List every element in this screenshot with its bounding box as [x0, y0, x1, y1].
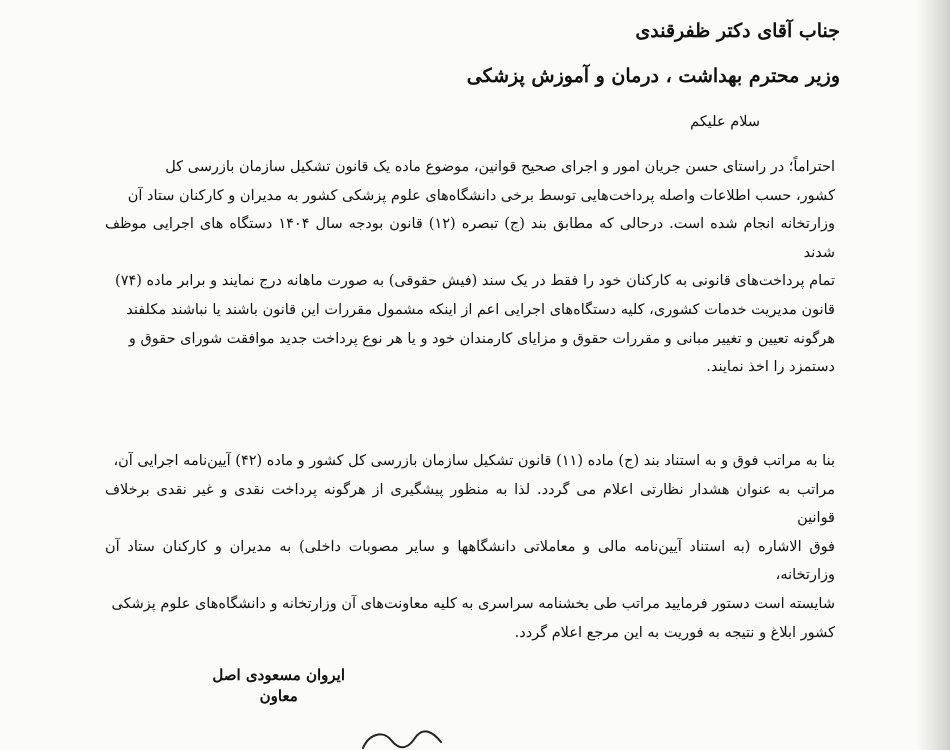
- paragraph-1: [105, 153, 835, 382]
- paragraph-line: شایسته است دستور فرمایید مراتب طی بخشنامه سراسری به کلیه معاونت‌های آن وزارتخانه و دانشگاه‌های علوم پزشکی: [111, 595, 835, 612]
- paragraph-line: هرگونه تعیین و تغییر مبانی و مقررات حقوق و مزایای کارمندان خود و یا هر نوع پرداخت جدید موافقت شورای حقوق و: [128, 330, 835, 347]
- paragraph-line: احتراماً؛ در راستای حسن جریان امور و اجرای صحیح قوانین، موضوع ماده یک قانون تشکیل سازمان بازرسی کل: [165, 159, 835, 175]
- scan-shadow-edge: [916, 0, 950, 750]
- paragraph-line: دستمزد را اخذ نمایند.: [706, 359, 835, 376]
- recipient-name: جناب آقای دکتر ظفرقندی: [635, 20, 840, 42]
- signatory-title: معاون: [259, 687, 298, 705]
- recipient-title: وزیر محترم بهداشت ، درمان و آموزش پزشکی: [466, 65, 840, 87]
- paragraph-line: فوق الاشاره (به استناد آیین‌نامه مالی و معاملاتی دانشگاهها و سایر مصوبات داخلی) به مدیران و کارکنان ستاد آن وزارتخانه،: [105, 538, 835, 584]
- paragraph-line: کشور ابلاغ و نتیجه به فوریت به این مرجع اعلام گردد.: [514, 624, 835, 641]
- paragraph-line: بنا به مراتب فوق و به استناد بند (ج) ماده (۱۱) قانون تشکیل سازمان بازرسی کل کشور و ماده (۴۲) آیین‌نامه اجرایی آن،: [113, 453, 835, 469]
- paragraph-line: تمام پرداخت‌های قانونی به کارکنان خود را فقط در یک سند (فیش حقوقی) به صورت ماهانه درج نمایند و برابر ماده (۷۴): [115, 273, 835, 290]
- signature-block: [212, 665, 345, 707]
- paragraph-line: کشور، حسب اطلاعات واصله پرداخت‌هایی توسط برخی دانشگاه‌های علوم پزشکی کشور به مدیران و کارکنان ستاد آن: [127, 187, 835, 204]
- greeting: سلام علیکم: [690, 114, 760, 130]
- handwritten-signature-icon: [355, 728, 445, 750]
- signatory-name: ایروان مسعودی اصل: [212, 666, 345, 684]
- paragraph-line: وزارتخانه انجام شده است. درحالی که مطابق بند (ج) تبصره (۱۲) قانون بودجه سال ۱۴۰۴ دستگاه های اجرایی موظف شدند: [105, 216, 835, 261]
- paragraph-line: قانون مدیریت خدمات کشوری، کلیه دستگاه‌های اجرایی اعم از اینکه مشمول مقررات این قانون باشند یا نباشند مکلفند: [126, 301, 835, 318]
- paragraph-line: مراتب به عنوان هشدار نظارتی اعلام می گردد. لذا به منظور پیشگیری از هرگونه پرداخت نقدی و غیر نقدی برخلاف قوانین: [105, 481, 835, 527]
- paragraph-2: [105, 447, 835, 647]
